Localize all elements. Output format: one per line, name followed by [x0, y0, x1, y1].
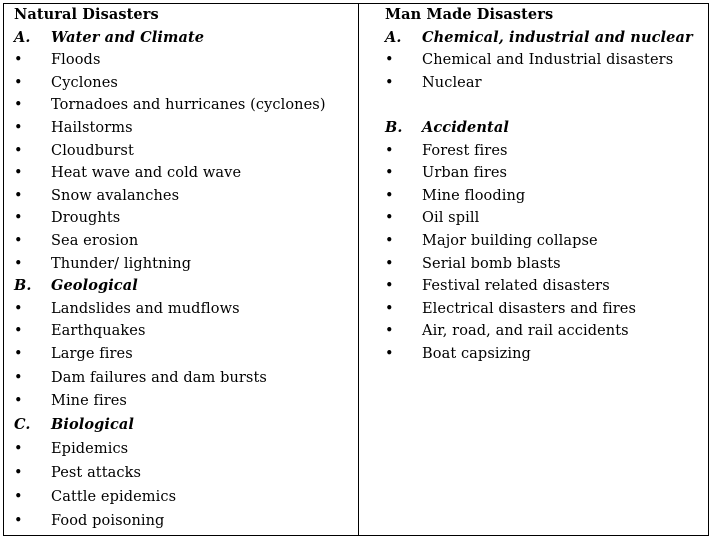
bullet-icon: • — [14, 97, 23, 113]
bullet-icon: • — [14, 513, 23, 529]
section-letter: B. — [14, 277, 32, 294]
disaster-classification-table — [3, 3, 709, 536]
list-item-text: Electrical disasters and fires — [422, 301, 637, 317]
bullet-icon: • — [385, 75, 394, 91]
list-item-text: Thunder/ lightning — [51, 256, 192, 272]
bullet-icon: • — [14, 143, 23, 159]
list-item-text: Mine flooding — [422, 188, 526, 204]
list-item-text: Food poisoning — [51, 513, 165, 529]
list-item-text: Epidemics — [51, 441, 129, 457]
list-item-text: Droughts — [51, 210, 121, 226]
bullet-icon: • — [14, 52, 23, 68]
list-item-text: Landslides and mudflows — [51, 301, 240, 317]
bullet-icon: • — [385, 210, 394, 226]
list-item-text: Cattle epidemics — [51, 489, 177, 505]
column-divider — [358, 4, 359, 535]
section-letter: C. — [14, 416, 31, 433]
bullet-icon: • — [14, 393, 23, 409]
bullet-icon: • — [385, 278, 394, 294]
list-item-text: Tornadoes and hurricanes (cyclones) — [51, 97, 326, 113]
list-item-text: Dam failures and dam bursts — [51, 370, 267, 386]
list-item-text: Floods — [51, 52, 101, 68]
list-item-text: Hailstorms — [51, 120, 133, 136]
list-item-text: Major building collapse — [422, 233, 598, 249]
section-title: Accidental — [422, 119, 509, 136]
bullet-icon: • — [385, 52, 394, 68]
bullet-icon: • — [385, 233, 394, 249]
bullet-icon: • — [14, 346, 23, 362]
bullet-icon: • — [14, 370, 23, 386]
section-title: Biological — [51, 416, 134, 433]
bullet-icon: • — [14, 165, 23, 181]
bullet-icon: • — [14, 233, 23, 249]
list-item-text: Urban fires — [422, 165, 508, 181]
list-item-text: Heat wave and cold wave — [51, 165, 242, 181]
list-item-text: Large fires — [51, 346, 133, 362]
list-item-text: Cyclones — [51, 75, 118, 91]
list-item-text: Festival related disasters — [422, 278, 610, 294]
section-letter: A. — [385, 29, 402, 46]
bullet-icon: • — [385, 165, 394, 181]
list-item-text: Boat capsizing — [422, 346, 531, 362]
list-item-text: Forest fires — [422, 143, 508, 159]
list-item-text: Earthquakes — [51, 323, 146, 339]
bullet-icon: • — [385, 256, 394, 272]
bullet-icon: • — [14, 301, 23, 317]
bullet-icon: • — [14, 441, 23, 457]
section-title: Geological — [51, 277, 138, 294]
bullet-icon: • — [14, 489, 23, 505]
section-title: Chemical, industrial and nuclear — [422, 29, 693, 46]
bullet-icon: • — [14, 75, 23, 91]
list-item-text: Snow avalanches — [51, 188, 180, 204]
section-title: Water and Climate — [51, 29, 205, 46]
section-letter: B. — [385, 119, 403, 136]
list-item-text: Sea erosion — [51, 233, 139, 249]
bullet-icon: • — [385, 301, 394, 317]
bullet-icon: • — [14, 465, 23, 481]
list-item-text: Pest attacks — [51, 465, 142, 481]
bullet-icon: • — [385, 143, 394, 159]
list-item-text: Air, road, and rail accidents — [422, 323, 629, 339]
list-item-text: Mine fires — [51, 393, 127, 409]
bullet-icon: • — [385, 188, 394, 204]
list-item-text: Serial bomb blasts — [422, 256, 561, 272]
bullet-icon: • — [385, 323, 394, 339]
bullet-icon: • — [14, 120, 23, 136]
column-header: Natural Disasters — [14, 6, 159, 23]
bullet-icon: • — [14, 323, 23, 339]
list-item-text: Chemical and Industrial disasters — [422, 52, 674, 68]
bullet-icon: • — [14, 210, 23, 226]
bullet-icon: • — [14, 188, 23, 204]
list-item-text: Nuclear — [422, 75, 482, 91]
bullet-icon: • — [14, 256, 23, 272]
bullet-icon: • — [385, 346, 394, 362]
list-item-text: Oil spill — [422, 210, 480, 226]
section-letter: A. — [14, 29, 31, 46]
list-item-text: Cloudburst — [51, 143, 134, 159]
column-header: Man Made Disasters — [385, 6, 554, 23]
